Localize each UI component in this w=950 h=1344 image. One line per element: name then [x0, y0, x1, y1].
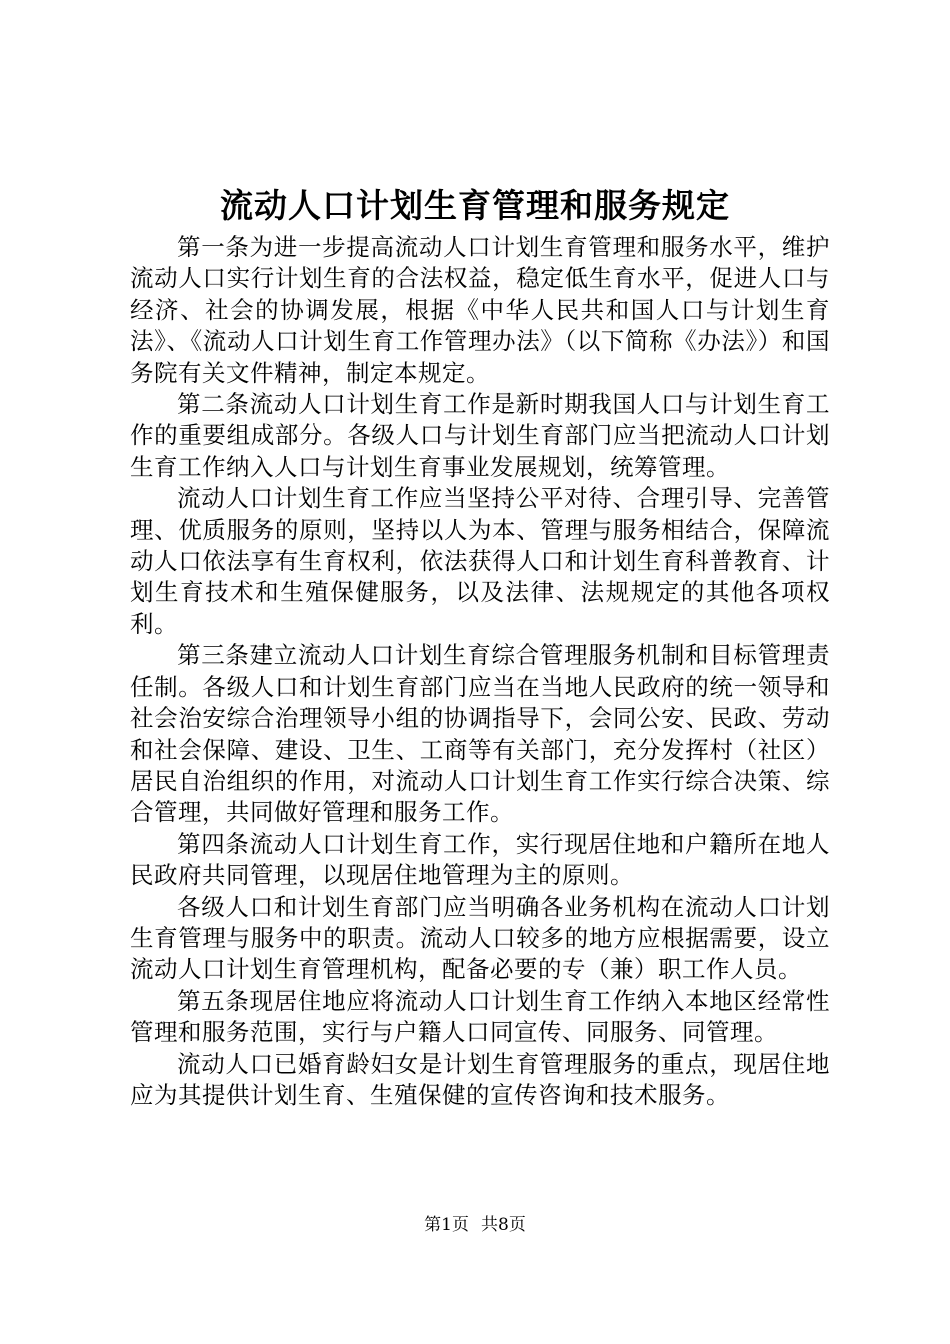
page-number-total: 共8页 — [481, 1215, 526, 1235]
document-body — [130, 232, 830, 1111]
paragraph-article-1: 第一条为进一步提高流动人口计划生育管理和服务水平，维护流动人口实行计划生育的合法权益，稳定低生育水平，促进人口与经济、社会的协调发展，根据《中华人民共和国人口与计划生育法》、《流动人口计划生育工作管理办法》（以下简称《办法》）和国务院有关文件精神，制定本规定。 — [130, 233, 830, 387]
paragraph-article-4: 第四条流动人口计划生育工作，实行现居住地和户籍所在地人民政府共同管理，以现居住地管理为主的原则。 — [130, 829, 830, 890]
page-number-current: 第1页 — [424, 1215, 469, 1235]
paragraph-article-2: 第二条流动人口计划生育工作是新时期我国人口与计划生育工作的重要组成部分。各级人口与计划生育部门应当把流动人口计划生育工作纳入人口与计划生育事业发展规划，统筹管理。 — [130, 390, 830, 481]
document-title: 流动人口计划生育管理和服务规定 — [220, 186, 730, 225]
paragraph-article-5-focus: 流动人口已婚育龄妇女是计划生育管理服务的重点，现居住地应为其提供计划生育、生殖保健的宣传咨询和技术服务。 — [130, 1049, 830, 1109]
paragraph-article-2-principles: 流动人口计划生育工作应当坚持公平对待、合理引导、完善管理、优质服务的原则，坚持以人为本、管理与服务相结合，保障流动人口依法享有生育权利，依法获得人口和计划生育科普教育、计划生育技术和生殖保健服务，以及法律、法规规定的其他各项权利。 — [130, 484, 830, 638]
paragraph-article-4-institutions: 各级人口和计划生育部门应当明确各业务机构在流动人口计划生育管理与服务中的职责。流动人口较多的地方应根据需要，设立流动人口计划生育管理机构，配备必要的专（兼）职工作人员。 — [130, 892, 830, 984]
page-footer — [0, 1213, 950, 1237]
paragraph-article-3: 第三条建立流动人口计划生育综合管理服务机制和目标管理责任制。各级人口和计划生育部门应当在当地人民政府的统一领导和社会治安综合治理领导小组的协调指导下，会同公安、民政、劳动和社会保障、建设、卫生、工商等有关部门，充分发挥村（社区）居民自治组织的作用，对流动人口计划生育工作实行综合决策、综合管理，共同做好管理和服务工作。 — [130, 641, 830, 827]
paragraph-article-5: 第五条现居住地应将流动人口计划生育工作纳入本地区经常性管理和服务范围，实行与户籍人口同宣传、同服务、同管理。 — [130, 986, 830, 1047]
